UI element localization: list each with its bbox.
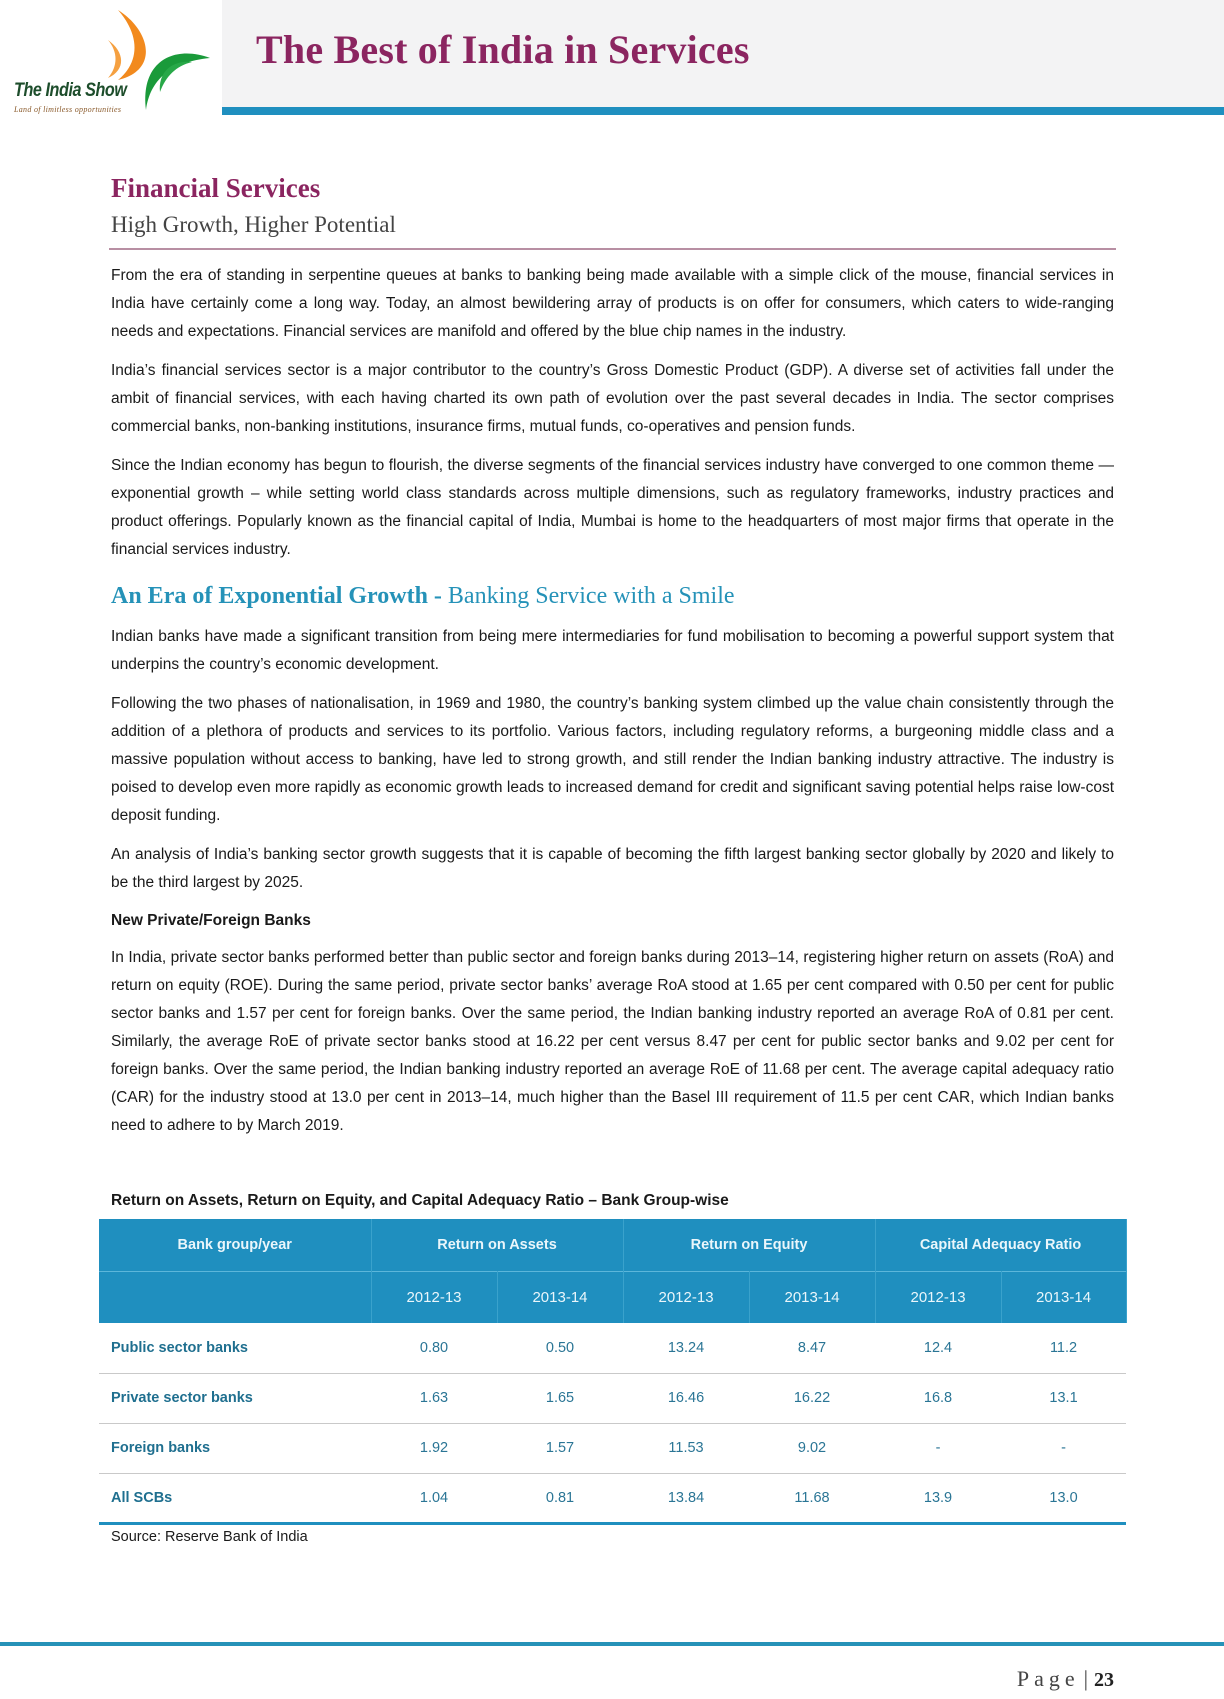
cell: 13.84 (623, 1473, 749, 1523)
row-label: Public sector banks (99, 1323, 371, 1373)
cell: 0.81 (497, 1473, 623, 1523)
cell: 0.50 (497, 1323, 623, 1373)
cell: 13.1 (1001, 1373, 1126, 1423)
growth-heading (111, 580, 1114, 612)
paragraph: Indian banks have made a significant transition from being mere intermediaries for fund mobilisation to becoming a powerful support system that underpins the country’s economic development. (111, 628, 1114, 673)
column-header: Return on Equity (623, 1219, 875, 1271)
paragraph: Since the Indian economy has begun to flourish, the diverse segments of the financial services industry have converged to one common theme — exponential growth – while setting world class standards across multiple dimensions, such as regulatory frameworks, industry practices and product offerings. Popularly known as the financial capital of India, Mumbai is home to the headquarters of most major firms that operate in the financial services industry. (111, 457, 1114, 558)
cell: - (875, 1423, 1001, 1473)
logo-tagline: Land of limitless opportunities (14, 105, 122, 114)
the-india-show-logo (0, 0, 222, 120)
paragraph: From the era of standing in serpentine queues at banks to banking being made available with a simple click of the mouse, financial services in India have certainly come a long way. Today, an almost bewildering array of products is on offer for consumers, which caters to wide-ranging needs and expectations. Financial services are manifold and offered by the blue chip names in the industry. (111, 267, 1114, 340)
paragraph: India’s financial services sector is a major contributor to the country’s Gross Domestic Product (GDP). A diverse set of activities fall under the ambit of financial services, with each having charted its own path of evolution over the past several decades in India. The sector comprises commercial banks, non-banking institutions, insurance firms, mutual funds, co-operatives and pension funds. (111, 362, 1114, 435)
section-rule (109, 248, 1116, 250)
cell: 1.63 (371, 1373, 497, 1423)
row-label: Private sector banks (99, 1373, 371, 1423)
year-header: 2013-14 (497, 1271, 623, 1323)
cell: 1.04 (371, 1473, 497, 1523)
cell: 1.65 (497, 1373, 623, 1423)
column-header: Bank group/year (99, 1219, 371, 1271)
cell: 13.24 (623, 1323, 749, 1373)
logo-leaf-icon (0, 0, 222, 120)
table-row (99, 1373, 1126, 1423)
cell: 13.9 (875, 1473, 1001, 1523)
cell: 8.47 (749, 1323, 875, 1373)
section-subtitle: High Growth, Higher Potential (111, 212, 396, 237)
main-content (111, 170, 1114, 1140)
table-year-row (99, 1271, 1126, 1323)
header-divider (222, 107, 1224, 115)
cell: 16.46 (623, 1373, 749, 1423)
cell: 16.22 (749, 1373, 875, 1423)
cell: 11.2 (1001, 1323, 1126, 1373)
table-row (99, 1423, 1126, 1473)
section-title: Financial Services (111, 173, 321, 203)
bank-group-table (99, 1219, 1127, 1525)
cell: 1.57 (497, 1423, 623, 1473)
page-title: The Best of India in Services (256, 27, 750, 72)
growth-heading-light: Banking Service with a Smile (447, 583, 735, 609)
cell: 11.68 (749, 1473, 875, 1523)
page-header (222, 0, 1224, 107)
table-row (99, 1323, 1126, 1373)
year-header: 2013-14 (1001, 1271, 1126, 1323)
table-source: Source: Reserve Bank of India (111, 1529, 308, 1545)
growth-heading-bold: An Era of Exponential Growth - (111, 583, 442, 609)
column-header: Return on Assets (371, 1219, 623, 1271)
cell: 1.92 (371, 1423, 497, 1473)
year-header: 2013-14 (749, 1271, 875, 1323)
row-label: Foreign banks (99, 1423, 371, 1473)
column-header-empty (99, 1271, 371, 1323)
table-caption: Return on Assets, Return on Equity, and Capital Adequacy Ratio – Bank Group-wise (111, 1192, 729, 1209)
footer-divider (0, 1642, 1224, 1646)
paragraph: An analysis of India’s banking sector growth suggests that it is capable of becoming the fifth largest banking sector globally by 2020 and likely to be the third largest by 2025. (111, 846, 1114, 891)
logo-name: The India Show (14, 80, 127, 101)
year-header: 2012-13 (623, 1271, 749, 1323)
cell: - (1001, 1423, 1126, 1473)
paragraph: In India, private sector banks performed better than public sector and foreign banks during 2013–14, registering higher return on assets (RoA) and return on equity (ROE). During the same period, private sector banks’ average RoA stood at 1.65 per cent compared with 0.50 per cent for public sector banks and 1.57 per cent for foreign banks. Over the same period, the Indian banking industry reported an average RoA of 0.81 per cent. Similarly, the average RoE of private sector banks stood at 16.22 per cent versus 8.47 per cent for public sector banks and 9.02 per cent for foreign banks. Over the same period, the Indian banking industry reported an average RoE of 11.68 per cent. The average capital adequacy ratio (CAR) for the industry stood at 13.0 per cent in 2013–14, much higher than the Basel III requirement of 11.5 per cent CAR, which Indian banks need to adhere to by March 2019. (111, 949, 1114, 1134)
page-number-value: 23 (1094, 1669, 1114, 1691)
row-label: All SCBs (99, 1473, 371, 1523)
cell: 16.8 (875, 1373, 1001, 1423)
year-header: 2012-13 (371, 1271, 497, 1323)
cell: 0.80 (371, 1323, 497, 1373)
column-header: Capital Adequacy Ratio (875, 1219, 1126, 1271)
page-separator: | (1083, 1666, 1088, 1691)
cell: 13.0 (1001, 1473, 1126, 1523)
cell: 12.4 (875, 1323, 1001, 1373)
page-label: Page (1016, 1666, 1080, 1691)
paragraph: Following the two phases of nationalisation, in 1969 and 1980, the country’s banking system climbed up the value chain consistently through the addition of a plethora of products and services to its portfolio. Various factors, including regulatory reforms, a burgeoning middle class and a massive population without access to banking, have led to strong growth, and still render the Indian banking industry attractive. The industry is poised to develop even more rapidly as economic growth leads to increased demand for credit and significant saving potential helps raise low-cost deposit funding. (111, 695, 1114, 824)
table-header-row (99, 1219, 1126, 1271)
table-row (99, 1473, 1126, 1523)
page-number (1017, 1666, 1114, 1692)
cell: 11.53 (623, 1423, 749, 1473)
year-header: 2012-13 (875, 1271, 1001, 1323)
private-banks-heading: New Private/Foreign Banks (111, 912, 311, 929)
cell: 9.02 (749, 1423, 875, 1473)
